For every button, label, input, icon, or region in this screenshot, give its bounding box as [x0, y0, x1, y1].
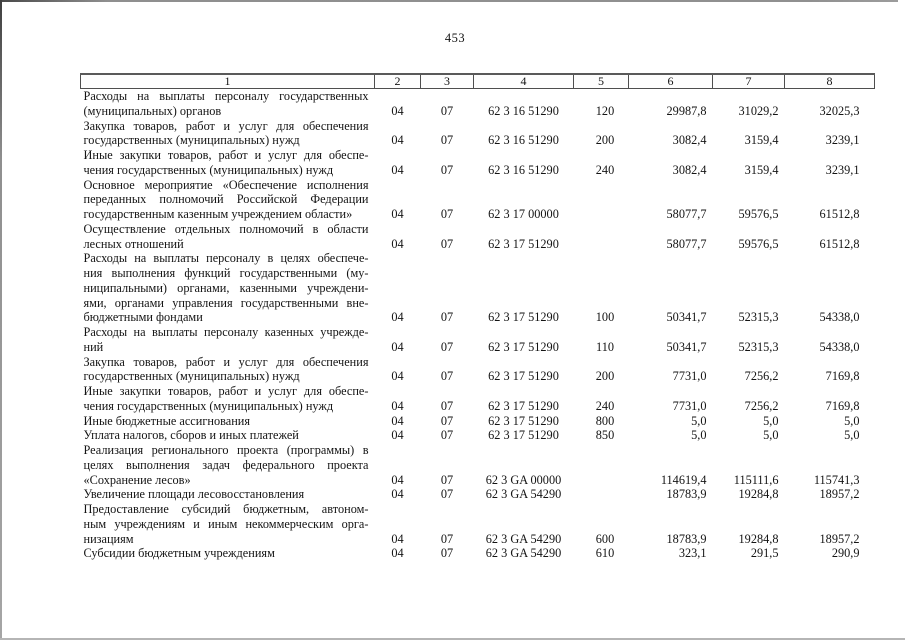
cell-amount-year2: 19284,8: [738, 487, 779, 502]
column-header: 8: [785, 74, 875, 89]
cell-amount-year3: 5,0: [844, 428, 860, 443]
table-header-row: [81, 74, 875, 89]
cell-csr-code: 62 3 17 51290: [488, 413, 559, 428]
cell-amount-year1: 7731,0: [672, 369, 707, 384]
cell-razdel: 04: [391, 103, 404, 118]
cell-vid-raskhodov: 120: [595, 103, 615, 118]
cell-expense-name: [81, 119, 375, 149]
cell-amount-year3: 3239,1: [825, 133, 860, 148]
table-row: [81, 178, 875, 222]
cell-expense-name: [81, 502, 375, 546]
cell-amount-year1: 58077,7: [666, 207, 707, 221]
expense-name-line: государственных (муниципальных) нужд: [83, 369, 300, 384]
table-row: [81, 443, 875, 487]
cell-amount-year3: 18957,2: [819, 487, 860, 502]
cell-amount-year1: 58077,7: [666, 236, 707, 251]
table-row: [81, 148, 875, 178]
cell-expense-name: [81, 546, 375, 561]
cell-csr-code: 62 3 17 00000: [488, 207, 559, 221]
cell-razdel: 04: [391, 487, 404, 502]
cell-vid-raskhodov: 100: [595, 310, 615, 325]
cell-amount-year1: 29987,8: [666, 103, 707, 118]
expense-name-line: Иные закупки товаров, работ и услуг для обеспе-: [83, 148, 369, 162]
cell-amount-year2: 52315,3: [738, 339, 779, 354]
table-row: [81, 502, 875, 546]
cell-amount-year2: 5,0: [763, 428, 779, 443]
cell-amount-year3: 18957,2: [819, 531, 860, 546]
cell-amount-year3: 61512,8: [819, 236, 860, 251]
cell-expense-name: [81, 414, 375, 429]
cell-vid-raskhodov: 200: [595, 133, 615, 148]
cell-csr-code: 62 3 16 51290: [488, 162, 559, 177]
cell-csr-code: 62 3 17 51290: [488, 236, 559, 251]
cell-csr-code: 62 3 GA 54290: [485, 531, 562, 546]
cell-amount-year3: 7169,8: [825, 369, 860, 384]
cell-podrazdel: 07: [440, 207, 454, 221]
cell-amount-year3: 61512,8: [819, 207, 860, 221]
cell-podrazdel: 07: [440, 398, 454, 413]
cell-vid-raskhodov: 600: [595, 531, 615, 546]
cell-amount-year2: 7256,2: [744, 369, 779, 384]
cell-amount-year1: 5,0: [691, 413, 707, 428]
expense-name-line: «Сохранение лесов»: [83, 472, 191, 487]
table-row: [81, 119, 875, 149]
cell-podrazdel: 07: [440, 133, 454, 148]
cell-amount-year3: 3239,1: [825, 162, 860, 177]
cell-csr-code: 62 3 17 51290: [488, 339, 559, 354]
cell-razdel: 04: [391, 369, 404, 384]
cell-amount-year1: 7731,0: [672, 398, 707, 413]
cell-amount-year3: 54338,0: [819, 339, 860, 354]
expense-name-line: Закупка товаров, работ и услуг для обеспечения: [83, 354, 369, 369]
cell-csr-code: 62 3 GA 00000: [485, 472, 562, 487]
cell-csr-code: 62 3 17 51290: [488, 310, 559, 325]
expense-name-line: Закупка товаров, работ и услуг для обеспечения: [83, 118, 369, 133]
expense-name-line: лесных отношений: [83, 236, 184, 251]
cell-podrazdel: 07: [440, 531, 454, 546]
cell-razdel: 04: [391, 207, 404, 221]
cell-expense-name: [81, 89, 375, 119]
cell-razdel: 04: [391, 398, 404, 413]
cell-expense-name: [81, 325, 375, 355]
expense-name-line: Уплата налогов, сборов и иных платежей: [83, 428, 299, 443]
cell-expense-name: [81, 487, 375, 502]
expense-name-line: Субсидии бюджетным учреждениям: [83, 546, 275, 561]
cell-podrazdel: 07: [440, 162, 454, 177]
cell-amount-year1: 3082,4: [672, 133, 707, 148]
table-row: [81, 414, 875, 429]
expense-name-line: Расходы на выплаты персоналу казенных учрежде-: [83, 325, 369, 339]
expense-name-line: (муниципальных) органов: [83, 103, 222, 118]
cell-csr-code: 62 3 GA 54290: [485, 487, 562, 502]
cell-amount-year3: 32025,3: [819, 103, 860, 118]
cell-vid-raskhodov: 200: [595, 369, 615, 384]
table-row: [81, 251, 875, 325]
expense-name-line: целях выполнения задач федерального проекта: [83, 457, 369, 472]
expense-name-line: Осуществление отдельных полномочий в области: [83, 221, 369, 236]
table-row: [81, 222, 875, 252]
cell-vid-raskhodov: 850: [595, 428, 615, 443]
table-row: [81, 428, 875, 443]
cell-vid-raskhodov: [574, 487, 629, 502]
cell-amount-year2: 3159,4: [744, 133, 779, 148]
cell-expense-name: [81, 355, 375, 385]
expense-name-line: ниципальными) органами, казенными учреждени-: [83, 280, 369, 295]
cell-vid-raskhodov: [574, 222, 629, 252]
cell-amount-year1: 5,0: [691, 428, 707, 443]
cell-csr-code: 62 3 17 51290: [488, 369, 559, 384]
cell-amount-year2: 5,0: [763, 413, 779, 428]
cell-razdel: 04: [391, 310, 404, 325]
expense-name-line: Реализация регионального проекта (программы) в: [83, 443, 369, 457]
cell-vid-raskhodov: 800: [595, 413, 615, 428]
cell-amount-year2: 59576,5: [738, 236, 779, 251]
cell-amount-year1: 18783,9: [666, 487, 707, 502]
cell-vid-raskhodov: 110: [596, 339, 614, 354]
cell-podrazdel: 07: [440, 428, 454, 443]
cell-amount-year3: 115741,3: [813, 472, 860, 487]
scan-edge-left: [0, 0, 2, 640]
cell-razdel: 04: [391, 413, 404, 428]
expense-name-line: Расходы на выплаты персоналу государственных: [83, 89, 369, 103]
expense-name-line: низациям: [83, 531, 134, 546]
column-header: 6: [629, 74, 713, 89]
budget-table: [80, 73, 875, 561]
table-row: [81, 487, 875, 502]
table-row: [81, 355, 875, 385]
cell-podrazdel: 07: [440, 487, 454, 502]
cell-razdel: 04: [391, 428, 404, 443]
cell-amount-year1: 18783,9: [666, 531, 707, 546]
cell-podrazdel: 07: [440, 369, 454, 384]
cell-vid-raskhodov: [574, 178, 629, 222]
cell-vid-raskhodov: 240: [595, 398, 615, 413]
cell-amount-year2: 291,5: [750, 546, 779, 561]
cell-razdel: 04: [391, 236, 404, 251]
column-header: 5: [574, 74, 629, 89]
column-header: 2: [375, 74, 421, 89]
expense-name-line: чения государственных (муниципальных) нужд: [83, 398, 334, 413]
expense-name-line: ным учреждениям и иным некоммерческим орга-: [83, 516, 369, 531]
cell-expense-name: [81, 443, 375, 487]
cell-amount-year1: 50341,7: [666, 339, 707, 354]
cell-expense-name: [81, 251, 375, 325]
expense-name-line: Основное мероприятие «Обеспечение исполнения: [83, 177, 369, 192]
cell-amount-year1: 50341,7: [666, 310, 707, 325]
column-header: 4: [474, 74, 574, 89]
cell-expense-name: [81, 384, 375, 414]
cell-amount-year2: 52315,3: [738, 310, 779, 325]
cell-amount-year3: 5,0: [844, 413, 860, 428]
cell-amount-year3: 7169,8: [825, 398, 860, 413]
column-header: 7: [713, 74, 785, 89]
cell-csr-code: 62 3 16 51290: [488, 103, 559, 118]
column-header: 3: [421, 74, 474, 89]
expense-name-line: Предоставление субсидий бюджетным, автоном-: [83, 502, 369, 516]
expense-name-line: ния выполнения функций государственными (му-: [83, 266, 369, 280]
cell-amount-year3: 54338,0: [819, 310, 860, 325]
cell-expense-name: [81, 148, 375, 178]
cell-amount-year1: 3082,4: [672, 162, 707, 177]
cell-amount-year3: 290,9: [831, 546, 860, 561]
expense-name-line: чения государственных (муниципальных) нужд: [83, 162, 334, 177]
cell-csr-code: 62 3 GA 54290: [485, 546, 562, 561]
cell-razdel: 04: [391, 546, 404, 561]
cell-razdel: 04: [391, 472, 404, 487]
table-row: [81, 325, 875, 355]
cell-amount-year2: 59576,5: [738, 207, 779, 221]
expense-name-line: ями, органами управления государственными вне-: [83, 295, 369, 310]
column-header: 1: [81, 74, 375, 89]
cell-csr-code: 62 3 17 51290: [488, 398, 559, 413]
cell-vid-raskhodov: 240: [595, 162, 615, 177]
cell-podrazdel: 07: [440, 310, 454, 325]
cell-razdel: 04: [391, 531, 404, 546]
cell-razdel: 04: [391, 339, 404, 354]
cell-expense-name: [81, 428, 375, 443]
table-row: [81, 89, 875, 119]
cell-amount-year1: 114619,4: [660, 472, 707, 487]
cell-vid-raskhodov: [574, 443, 629, 487]
cell-podrazdel: 07: [440, 103, 454, 118]
expense-name-line: бюджетными фондами: [83, 310, 203, 325]
expense-name-line: ний: [83, 339, 104, 354]
cell-amount-year2: 19284,8: [738, 531, 779, 546]
cell-razdel: 04: [391, 162, 404, 177]
cell-podrazdel: 07: [440, 236, 454, 251]
page-number: 453: [444, 31, 466, 45]
expense-name-line: переданных полномочий Российской Федерации: [83, 192, 369, 207]
expense-name-line: Расходы на выплаты персоналу в целях обеспече-: [83, 251, 369, 266]
cell-amount-year2: 115111,6: [733, 472, 779, 487]
cell-expense-name: [81, 178, 375, 222]
cell-amount-year1: 323,1: [678, 546, 707, 561]
cell-vid-raskhodov: 610: [595, 546, 615, 561]
cell-csr-code: 62 3 17 51290: [488, 428, 559, 443]
cell-amount-year2: 31029,2: [738, 103, 779, 118]
expense-name-line: Иные бюджетные ассигнования: [83, 413, 251, 428]
cell-expense-name: [81, 222, 375, 252]
cell-amount-year2: 3159,4: [744, 162, 779, 177]
cell-podrazdel: 07: [440, 339, 454, 354]
cell-razdel: 04: [391, 133, 404, 148]
cell-amount-year2: 7256,2: [744, 398, 779, 413]
expense-name-line: государственных (муниципальных) нужд: [83, 133, 300, 148]
expense-name-line: Иные закупки товаров, работ и услуг для обеспе-: [83, 384, 369, 398]
table-row: [81, 546, 875, 561]
cell-podrazdel: 07: [440, 413, 454, 428]
scan-edge-top: [0, 0, 898, 2]
expense-name-line: Увеличение площади лесовосстановления: [83, 487, 305, 502]
cell-podrazdel: 07: [440, 546, 454, 561]
expense-name-line: государственным казенным учреждением области»: [83, 207, 353, 221]
cell-podrazdel: 07: [440, 472, 454, 487]
cell-csr-code: 62 3 16 51290: [488, 133, 559, 148]
table-row: [81, 384, 875, 414]
